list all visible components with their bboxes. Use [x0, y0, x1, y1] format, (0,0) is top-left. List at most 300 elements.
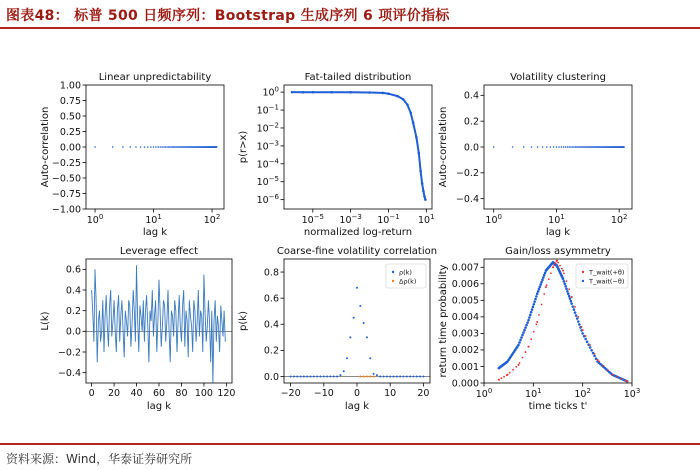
acf-point: [572, 146, 574, 148]
plot-area: [86, 265, 232, 383]
acf-point: [573, 146, 575, 148]
x-axis-label: lag k: [146, 401, 172, 412]
twait-neg-point: [563, 272, 565, 274]
twait-neg-point: [607, 369, 609, 371]
acf-point: [129, 146, 131, 148]
twait-neg-point: [566, 280, 568, 282]
chart-coarse-fine-volatility-correlation: [238, 246, 437, 412]
rho-point: [369, 357, 371, 359]
acf-point: [567, 146, 569, 148]
chart-gain-loss-asymmetry: [438, 246, 640, 412]
acf-point: [531, 146, 533, 148]
acf-point: [135, 146, 137, 148]
twait-neg-point: [585, 335, 587, 337]
x-tick-label: 20: [108, 388, 121, 399]
legend-label: T_wait(+θ): [589, 268, 625, 277]
legend-label: Δρ(k): [399, 277, 417, 286]
rho-point: [353, 317, 355, 319]
acf-point: [542, 146, 544, 148]
rho-point: [349, 336, 351, 338]
acf-point: [144, 146, 146, 148]
ccdf-point: [419, 170, 422, 173]
y-tick-label: 0.0: [65, 326, 81, 338]
ccdf-point: [291, 91, 294, 94]
twait-neg-point: [581, 326, 583, 328]
acf-point: [561, 146, 563, 148]
twait-pos-point: [581, 332, 584, 335]
rho-point: [320, 375, 322, 377]
legend-marker: [392, 271, 394, 273]
ccdf-point: [424, 198, 427, 201]
acf-point: [568, 146, 570, 148]
x-tick-label: $10^1$: [525, 387, 542, 400]
x-tick-label: 0: [353, 388, 361, 399]
x-axis-label: lag k: [545, 227, 571, 238]
y-tick-label: 0.25: [59, 126, 81, 138]
twait-pos-point: [569, 297, 572, 300]
delta-rho-point: [363, 375, 365, 377]
twait-neg-point: [541, 304, 543, 306]
x-tick-label: $10^0$: [485, 213, 502, 226]
ccdf-point: [402, 98, 405, 101]
acf-point: [157, 146, 159, 148]
rho-point: [419, 375, 421, 377]
y-tick-label: 0.005: [451, 295, 479, 307]
twait-pos-point: [593, 355, 596, 358]
chart-leverage-effect: [40, 246, 235, 412]
acf-point: [153, 146, 155, 148]
ccdf-point: [417, 152, 420, 155]
twait-neg-point: [611, 374, 613, 376]
x-tick-label: $10^{-1}$: [377, 213, 400, 226]
y-tick-label: −0.50: [51, 173, 81, 185]
acf-point: [556, 146, 558, 148]
twait-pos-point: [537, 290, 540, 293]
twait-pos-point: [590, 349, 593, 352]
twait-neg-point: [582, 329, 584, 331]
rho-point: [303, 375, 305, 377]
twait-neg-point: [556, 260, 558, 262]
twait-pos-point: [573, 308, 576, 311]
y-axis-label: return time probability: [438, 264, 449, 378]
y-tick-label: 0.002: [451, 345, 479, 357]
rho-point: [409, 375, 411, 377]
acf-point: [147, 146, 149, 148]
ccdf-point: [330, 91, 333, 94]
twait-neg-point: [616, 376, 618, 378]
x-tick-label: $10^0$: [475, 387, 493, 400]
report-header: [0, 0, 700, 30]
ccdf-point: [312, 91, 315, 94]
y-tick-label: 0.0: [263, 371, 279, 383]
rho-point: [346, 357, 348, 359]
y-tick-label: 0.4: [463, 90, 479, 102]
twait-pos-point: [570, 302, 573, 305]
twait-pos-point: [524, 326, 527, 329]
twait-pos-point: [536, 292, 539, 295]
acf-point: [94, 146, 96, 148]
twait-pos-point: [565, 287, 568, 290]
delta-rho-point: [359, 375, 361, 377]
twait-pos-point: [517, 344, 520, 347]
acf-point: [122, 146, 124, 148]
twait-neg-point: [515, 366, 517, 368]
rho-point: [402, 375, 404, 377]
twait-neg-point: [512, 369, 514, 371]
y-tick-label: −1.00: [51, 204, 81, 216]
twait-neg-point: [546, 284, 548, 286]
acf-point: [165, 146, 167, 148]
y-tick-label: 0.00: [59, 142, 81, 154]
y-tick-label: −0.4: [57, 367, 81, 379]
rho-point: [329, 375, 331, 377]
twait-neg-point: [562, 270, 564, 272]
rho-point: [373, 373, 375, 375]
legend-marker: [582, 271, 584, 273]
chart-volatility-clustering: [438, 72, 632, 238]
twait-pos-point: [535, 295, 538, 298]
y-tick-label: 0.2: [65, 305, 81, 317]
y-axis-label: Auto-correlation: [438, 106, 449, 188]
acf-point: [553, 146, 555, 148]
rho-point: [386, 375, 388, 377]
x-axis-label: time ticks t': [528, 401, 588, 412]
x-tick-label: $10^{-5}$: [301, 213, 325, 226]
twait-pos-point: [538, 288, 541, 291]
y-tick-label: 0.4: [263, 319, 279, 331]
x-tick-label: $10^3$: [623, 387, 641, 400]
chart-legend: [386, 264, 426, 288]
rho-point: [356, 287, 358, 289]
twait-neg-point: [571, 296, 573, 298]
twait-pos-point: [568, 295, 571, 298]
twait-pos-point: [562, 278, 565, 281]
ccdf-point: [302, 91, 305, 94]
twait-neg-point: [528, 346, 530, 348]
rho-point: [313, 375, 315, 377]
rho-point: [383, 375, 385, 377]
twait-neg-point: [498, 379, 500, 381]
x-tick-label: 0: [88, 388, 95, 399]
twait-neg-point: [561, 268, 563, 270]
rho-point: [359, 305, 361, 307]
rho-point: [316, 375, 318, 377]
twait-pos-point: [529, 314, 532, 317]
acf-point: [155, 146, 157, 148]
twait-pos-point: [534, 298, 537, 301]
twait-neg-point: [553, 264, 555, 266]
twait-pos-point: [518, 341, 521, 344]
y-tick-label: 0.000: [451, 378, 479, 390]
legend-label: T_wait(−θ): [589, 277, 625, 286]
x-tick-label: 80: [175, 388, 188, 399]
twait-pos-point: [577, 320, 580, 323]
delta-rho-point: [373, 375, 375, 377]
figure-title: 图表48： 标普 500 日频序列：Bootstrap 生成序列 6 项评价指标: [6, 8, 450, 24]
twait-neg-point: [577, 316, 579, 318]
delta-rho-point: [366, 375, 368, 377]
y-tick-label: $10^{-6}$: [256, 193, 279, 207]
y-tick-label: 0.4: [65, 285, 81, 297]
twait-pos-point: [542, 276, 545, 279]
twait-neg-point: [589, 344, 591, 346]
ccdf-point: [368, 91, 371, 94]
ccdf-point: [381, 92, 384, 95]
twait-pos-point: [532, 306, 535, 309]
twait-pos-point: [589, 346, 592, 349]
panel-title: Volatility clustering: [510, 72, 606, 83]
twait-pos-point: [566, 290, 569, 293]
y-tick-label: 0.6: [65, 264, 81, 276]
ccdf-point: [421, 182, 424, 185]
y-tick-label: −0.4: [455, 193, 479, 205]
x-tick-label: $10^2$: [610, 213, 628, 226]
acf-point: [512, 146, 514, 148]
ccdf-point: [406, 103, 409, 106]
x-tick-label: $10^2$: [203, 213, 221, 226]
panel-title: Fat-tailed distribution: [304, 72, 412, 83]
y-tick-label: 0.2: [263, 345, 279, 357]
acf-point: [159, 146, 161, 148]
acf-point: [563, 146, 565, 148]
delta-rho-point: [369, 375, 371, 377]
acf-point: [565, 146, 567, 148]
x-axis-label: lag k: [344, 401, 370, 412]
rho-point: [323, 375, 325, 377]
chart-fat-tailed-distribution: [238, 72, 435, 238]
y-tick-label: −0.25: [51, 157, 81, 169]
y-tick-label: −0.75: [51, 188, 81, 200]
twait-neg-point: [535, 323, 537, 325]
twait-pos-point: [531, 308, 534, 311]
ccdf-point: [409, 112, 412, 115]
y-tick-label: 0.006: [451, 279, 479, 291]
twait-pos-point: [563, 283, 566, 286]
y-axis-label: p(k): [238, 311, 249, 331]
x-tick-label: −10: [313, 388, 334, 399]
ccdf-point: [415, 136, 418, 139]
plot-frame: [86, 259, 232, 383]
x-tick-label: 60: [152, 388, 166, 399]
twait-neg-point: [543, 293, 545, 295]
twait-pos-point: [533, 300, 536, 303]
plot-frame: [284, 85, 432, 209]
x-tick-label: −20: [280, 388, 301, 399]
twait-neg-point: [533, 331, 535, 333]
twait-pos-point: [519, 339, 522, 342]
y-tick-label: 0.007: [451, 262, 479, 274]
twait-pos-point: [530, 311, 533, 314]
twait-neg-point: [603, 365, 605, 367]
ccdf-curve: [292, 92, 425, 200]
twait-neg-point: [597, 359, 599, 361]
acf-point: [493, 146, 495, 148]
x-tick-label: 10: [384, 388, 397, 399]
acf-point: [112, 146, 114, 148]
twait-pos-point: [525, 324, 528, 327]
rho-point: [326, 375, 328, 377]
twait-pos-point: [586, 341, 589, 344]
rho-point: [300, 375, 302, 377]
y-tick-label: 0.8: [263, 267, 279, 279]
y-tick-label: $10^{-3}$: [256, 139, 279, 153]
twait-neg-point: [503, 376, 505, 378]
chart-linear-unpredictability: [40, 72, 224, 238]
twait-pos-point: [570, 300, 573, 303]
y-tick-label: 0.75: [59, 95, 81, 107]
acf-point: [570, 146, 572, 148]
leverage-line: [92, 265, 226, 383]
y-tick-label: $10^{-1}$: [256, 103, 279, 117]
rho-point: [293, 375, 295, 377]
y-tick-label: 0.001: [451, 361, 479, 373]
rho-point: [376, 374, 378, 376]
rho-point: [422, 375, 424, 377]
y-tick-label: 1.00: [59, 80, 81, 92]
y-axis-label: p(r>x): [238, 130, 249, 164]
twait-neg-point: [501, 377, 503, 379]
twait-pos-point: [522, 331, 525, 334]
plot-area: [291, 91, 427, 201]
ccdf-point: [396, 95, 399, 98]
twait-neg-point: [557, 262, 559, 264]
rho-point: [339, 374, 341, 376]
twait-pos-point: [574, 311, 577, 314]
twait-pos-point: [528, 316, 531, 319]
twait-neg-point: [559, 265, 561, 267]
x-axis-label: normalized log-return: [303, 227, 413, 238]
twait-pos-point: [523, 329, 526, 332]
rho-point: [310, 375, 312, 377]
acf-point: [166, 146, 168, 148]
x-tick-label: 20: [417, 388, 430, 399]
acf-point: [163, 146, 165, 148]
y-tick-label: 0.50: [59, 111, 81, 123]
x-tick-label: $10^0$: [86, 213, 104, 226]
rho-point: [296, 375, 298, 377]
twait-neg-point: [525, 351, 527, 353]
rho-point: [393, 375, 395, 377]
ccdf-point: [423, 195, 426, 198]
rho-point: [366, 336, 368, 338]
y-axis-label: Auto-correlation: [40, 106, 51, 188]
y-tick-label: $10^{-5}$: [256, 175, 279, 189]
acf-point: [546, 146, 548, 148]
acf-point: [523, 146, 525, 148]
plot-area: [284, 287, 430, 378]
panel-title: Gain/loss asymmetry: [505, 246, 611, 257]
twait-neg-point: [538, 314, 540, 316]
twait-pos-point: [526, 321, 529, 324]
twait-pos-point: [539, 285, 542, 288]
twait-pos-point: [575, 314, 578, 317]
ccdf-point: [422, 190, 425, 193]
twait-neg-point: [574, 306, 576, 308]
acf-point: [216, 146, 218, 148]
twait-pos-point: [540, 281, 543, 284]
twait-neg-point: [620, 378, 622, 380]
plot-area: [493, 146, 625, 148]
twait-neg-point: [568, 288, 570, 290]
acf-point: [537, 146, 539, 148]
twait-neg-point: [530, 338, 532, 340]
rho-point: [306, 375, 308, 377]
twait-pos-point: [563, 280, 566, 283]
figure-panel-grid: [0, 30, 700, 442]
x-tick-label: $10^1$: [418, 213, 435, 226]
acf-point: [558, 146, 560, 148]
footer-rule: [0, 443, 700, 445]
twait-neg-point: [598, 360, 600, 362]
y-axis-label: L(k): [40, 311, 51, 331]
rho-point: [343, 370, 345, 372]
twait-pos-point: [541, 279, 544, 282]
rho-point: [333, 375, 335, 377]
acf-point: [550, 146, 552, 148]
twait-neg-point: [522, 357, 524, 359]
twait-neg-point: [552, 266, 554, 268]
panel-title: Leverage effect: [119, 246, 199, 257]
acf-point: [161, 146, 163, 148]
x-axis-label: lag k: [142, 227, 168, 238]
twait-neg-point: [554, 262, 556, 264]
x-tick-label: $10^1$: [548, 213, 565, 226]
y-tick-label: 0.6: [263, 293, 279, 305]
x-tick-label: 100: [194, 388, 213, 399]
acf-point: [150, 146, 152, 148]
twait-neg-point: [509, 372, 511, 374]
x-tick-label: $10^{-3}$: [339, 213, 362, 226]
twait-neg-point: [545, 286, 547, 288]
twait-neg-point: [506, 374, 508, 376]
twait-pos-point: [520, 336, 523, 339]
acf-point: [623, 146, 625, 148]
twait-neg-point: [625, 380, 627, 382]
panel-title: Linear unpredictability: [98, 72, 212, 83]
x-tick-label: 40: [130, 388, 143, 399]
ccdf-point: [412, 121, 415, 124]
twait-pos-point: [564, 285, 567, 288]
rho-point: [363, 322, 365, 324]
rho-point: [389, 375, 391, 377]
twait-pos-point: [567, 292, 570, 295]
y-tick-label: −0.2: [57, 347, 81, 359]
y-tick-label: $10^{-4}$: [256, 157, 279, 171]
x-tick-label: $10^1$: [145, 213, 162, 226]
rho-point: [336, 375, 338, 377]
legend-label: ρ(k): [399, 268, 412, 277]
y-tick-label: 0.003: [451, 328, 479, 340]
twait-pos-point: [578, 323, 581, 326]
x-tick-label: 120: [217, 388, 236, 399]
panel-title: Coarse-fine volatility correlation: [276, 246, 438, 257]
x-tick-label: $10^2$: [574, 387, 591, 400]
twait-pos-point: [532, 303, 535, 306]
twait-neg-point: [550, 272, 552, 274]
rho-point: [399, 375, 401, 377]
ccdf-point: [349, 91, 352, 94]
rho-point: [412, 375, 414, 377]
twait-pos-point: [584, 338, 587, 341]
twait-pos-point: [543, 274, 546, 277]
y-tick-label: $10^{-2}$: [256, 121, 279, 135]
header-rule: [0, 27, 700, 29]
rho-point: [396, 375, 398, 377]
acf-point: [168, 146, 170, 148]
source-note: 资料来源：Wind，华泰证券研究所: [6, 452, 193, 466]
twait-neg-point: [548, 278, 550, 280]
legend-marker: [392, 280, 394, 282]
